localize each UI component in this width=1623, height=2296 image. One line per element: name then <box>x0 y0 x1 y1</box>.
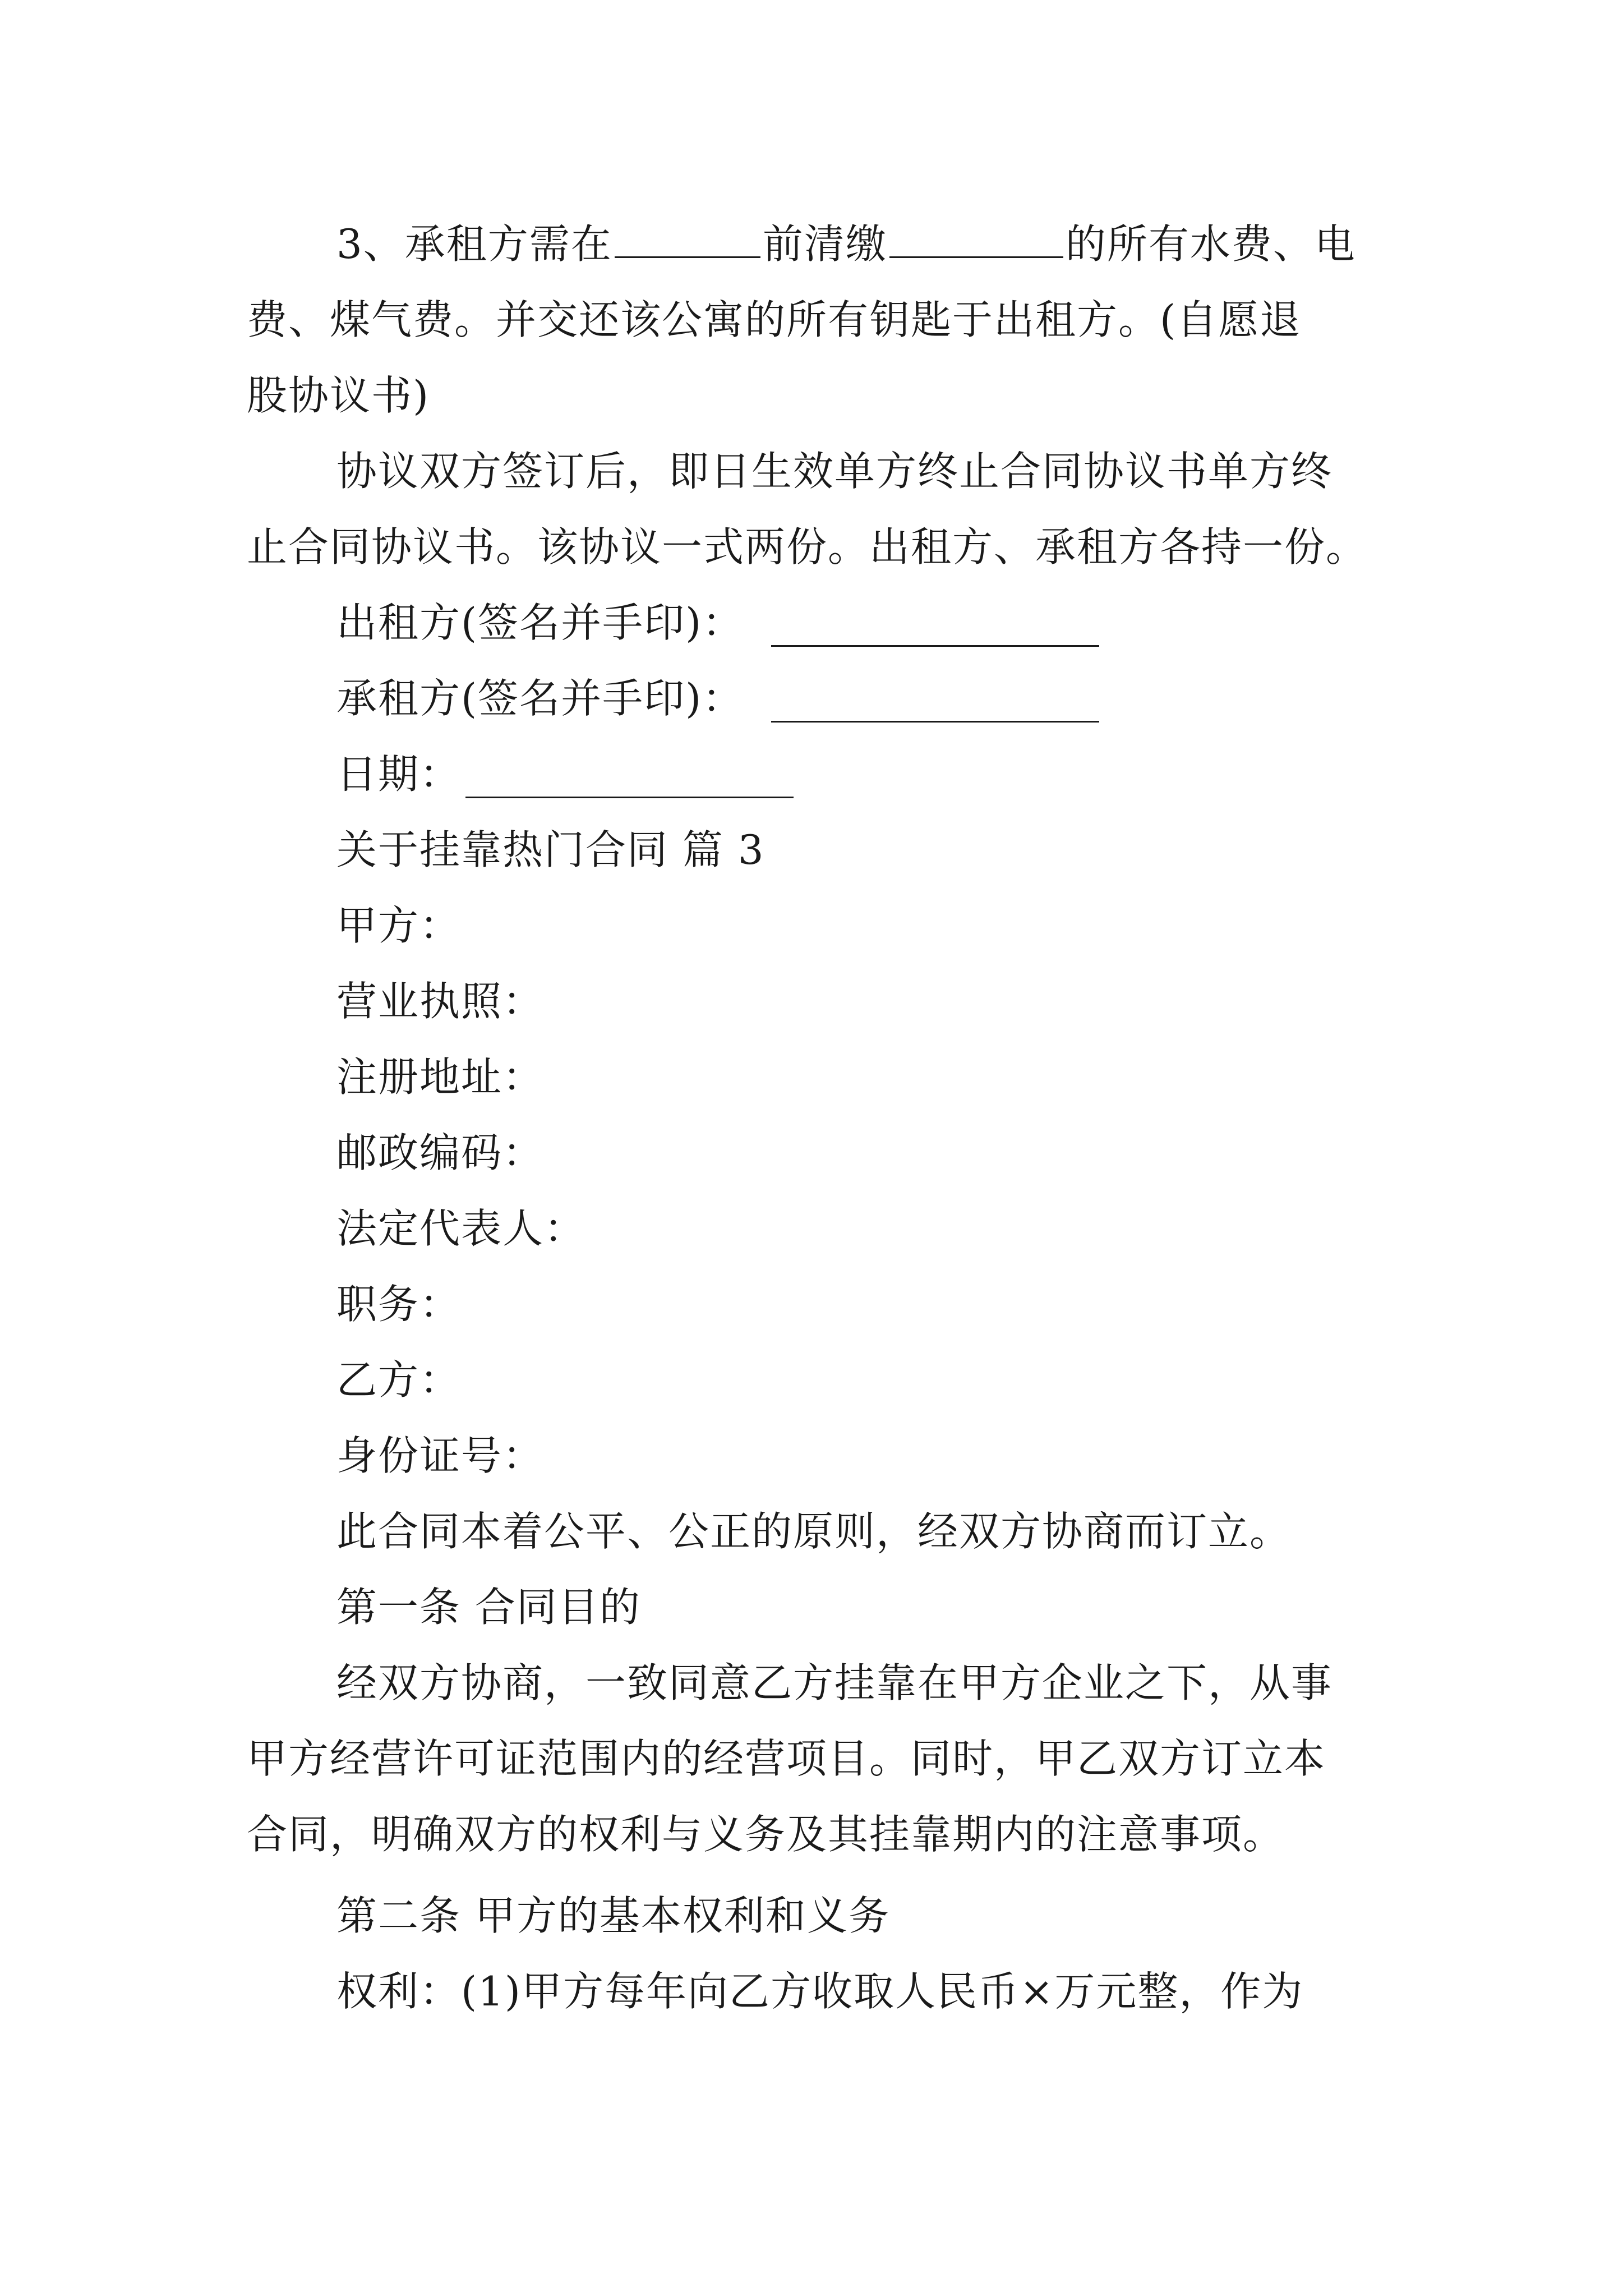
paragraph-2-line-2: 止合同协议书。该协议一式两份。出租方、承租方各持一份。 <box>247 523 1368 570</box>
party-a-label: 甲方： <box>336 902 462 949</box>
registered-address-label: 注册地址： <box>336 1053 545 1101</box>
text-segment: 前清缴 <box>762 220 887 268</box>
fill-blank <box>889 217 1063 258</box>
text-segment: 的所有水费、电 <box>1065 220 1356 268</box>
lessor-signature-label: 出租方(签名并手印)： <box>336 599 744 646</box>
position-label: 职务： <box>336 1281 462 1328</box>
section-title: 关于挂靠热门合同 篇 3 <box>336 826 765 873</box>
lessee-signature-line <box>771 721 1099 723</box>
article-2-line-1: 权利：(1)甲方每年向乙方收取人民币×万元整，作为 <box>336 1968 1304 2015</box>
paragraph-1-line-3: 股协议书) <box>247 372 430 419</box>
postal-code-label: 邮政编码： <box>336 1129 545 1176</box>
lessee-signature-label: 承租方(签名并手印)： <box>336 675 744 722</box>
id-number-label: 身份证号： <box>336 1432 545 1479</box>
text-segment: 3、承租方需在 <box>336 220 612 268</box>
lessor-signature-line <box>771 645 1099 647</box>
date-line <box>465 797 794 798</box>
date-label: 日期： <box>336 751 462 798</box>
article-1-line-2: 甲方经营许可证范围内的经营项目。同时，甲乙双方订立本 <box>247 1735 1326 1782</box>
article-1-line-1: 经双方协商，一致同意乙方挂靠在甲方企业之下，从事 <box>336 1659 1333 1706</box>
legal-representative-label: 法定代表人： <box>336 1205 586 1252</box>
paragraph-1-line-2: 费、煤气费。并交还该公寓的所有钥匙于出租方。(自愿退 <box>247 296 1302 343</box>
fill-blank <box>615 217 760 258</box>
article-2-title: 第二条 甲方的基本权利和义务 <box>336 1892 890 1939</box>
paragraph-2-line-1: 协议双方签订后，即日生效单方终止合同协议书单方终 <box>336 448 1333 495</box>
principle-text: 此合同本着公平、公正的原则，经双方协商而订立。 <box>336 1508 1292 1555</box>
party-b-label: 乙方： <box>336 1356 462 1404</box>
business-license-label: 营业执照： <box>336 978 545 1025</box>
article-1-title: 第一条 合同目的 <box>336 1584 641 1631</box>
article-1-line-3: 合同，明确双方的权利与义务及其挂靠期内的注意事项。 <box>247 1811 1285 1858</box>
paragraph-1-line-1 <box>336 216 1356 272</box>
